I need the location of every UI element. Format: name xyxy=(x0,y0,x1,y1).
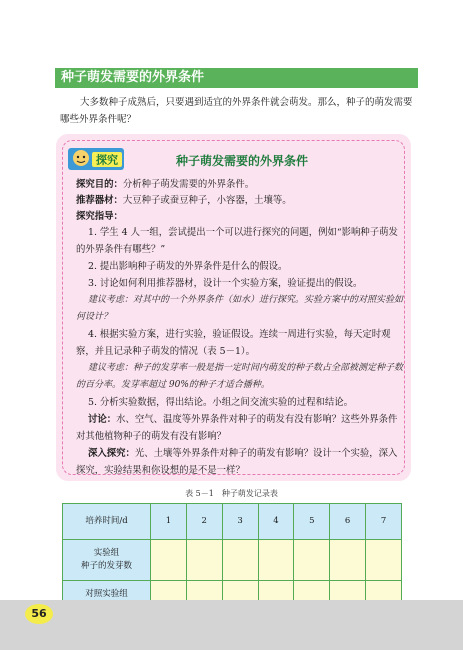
header-cell-day: 3 xyxy=(222,504,258,540)
row-label-experimental xyxy=(63,540,151,581)
tanjiu-badge-label: 探究 xyxy=(96,153,118,167)
tanjiu-badge-icon xyxy=(68,146,126,172)
header-cell-day: 4 xyxy=(258,504,294,540)
note-2: 建议考虑：种子的发芽率一般是指一定时间内萌发的种子数占全部被测定种子数的百分率。发芽率超过 90%的种子才适合播种。 xyxy=(76,363,404,390)
purpose-text: 分析种子萌发需要的外界条件。 xyxy=(122,179,255,190)
data-cell xyxy=(222,540,258,581)
step-5: 5. 分析实验数据，得出结论。小组之间交流实验的过程和结论。 xyxy=(88,397,354,408)
page-number: 56 xyxy=(25,604,53,624)
purpose-line xyxy=(76,176,406,193)
guide-label: 探究指导： xyxy=(76,211,123,222)
section-title: 种子萌发需要的外界条件 xyxy=(61,70,205,85)
page-footer xyxy=(0,600,463,650)
deep-inquiry-label: 深入探究： xyxy=(88,448,135,459)
header-cell-day: 7 xyxy=(366,504,402,540)
section-header xyxy=(55,68,418,88)
deep-inquiry xyxy=(76,445,406,479)
header-cell-day: 6 xyxy=(330,504,366,540)
row-label-line: 对照实验组 xyxy=(85,589,128,599)
data-cell xyxy=(330,540,366,581)
equipment-label: 推荐器材： xyxy=(76,195,123,206)
table-caption: 表 5－1 种子萌发记录表 xyxy=(185,489,278,498)
equipment-line xyxy=(76,192,406,209)
step-3: 3. 讨论如何利用推荐器材，设计一个实验方案，验证提出的假设。 xyxy=(88,278,363,289)
data-cell xyxy=(186,540,222,581)
header-cell-day: 2 xyxy=(186,504,222,540)
step-1: 1. 学生 4 人一组，尝试提出一个可以进行探究的问题，例如“影响种子萌发的外界条件有哪些？” xyxy=(76,227,398,255)
header-cell-time: 培养时间/d xyxy=(63,504,151,540)
data-cell xyxy=(294,540,330,581)
table-header-row xyxy=(63,504,402,540)
guide-line xyxy=(76,208,406,225)
header-cell-day: 1 xyxy=(151,504,187,540)
data-cell xyxy=(151,540,187,581)
data-cell xyxy=(258,540,294,581)
purpose-label: 探究目的： xyxy=(76,179,123,190)
row-label-line: 实验组 xyxy=(93,548,120,558)
discussion-text: 水、空气、温度等外界条件对种子的萌发有没有影响？这些外界条件对其他植物种子的萌发有没有影响？ xyxy=(76,414,398,442)
step-4: 4. 根据实验方案，进行实验，验证假设。连续一周进行实验，每天定时观察，并且记录种子萌发的情况（表 5－1）。 xyxy=(76,329,391,357)
data-cell xyxy=(366,540,402,581)
discussion xyxy=(76,411,406,445)
deep-inquiry-text: 光、土壤等外界条件对种子的萌发有影响？设计一个实验，深入探究，实验结果和你设想的是不是一样？ xyxy=(76,448,398,476)
inquiry-title: 种子萌发需要的外界条件 xyxy=(176,154,309,168)
table-row xyxy=(63,540,402,581)
discussion-label: 讨论： xyxy=(88,414,117,425)
row-label-line: 种子的发芽数 xyxy=(80,561,132,571)
intro-paragraph: 大多数种子成熟后，只要遇到适宜的外界条件就会萌发。那么，种子的萌发需要哪些外界条件呢？ xyxy=(60,97,413,125)
equipment-text: 大豆种子或蚕豆种子，小容器，土壤等。 xyxy=(122,195,292,206)
step-2: 2. 提出影响种子萌发的外界条件是什么的假设。 xyxy=(88,261,288,272)
header-cell-day: 5 xyxy=(294,504,330,540)
note-1: 建议考虑：对其中的一个外界条件（如水）进行探究。实验方案中的对照实验如何设计？ xyxy=(76,295,404,322)
